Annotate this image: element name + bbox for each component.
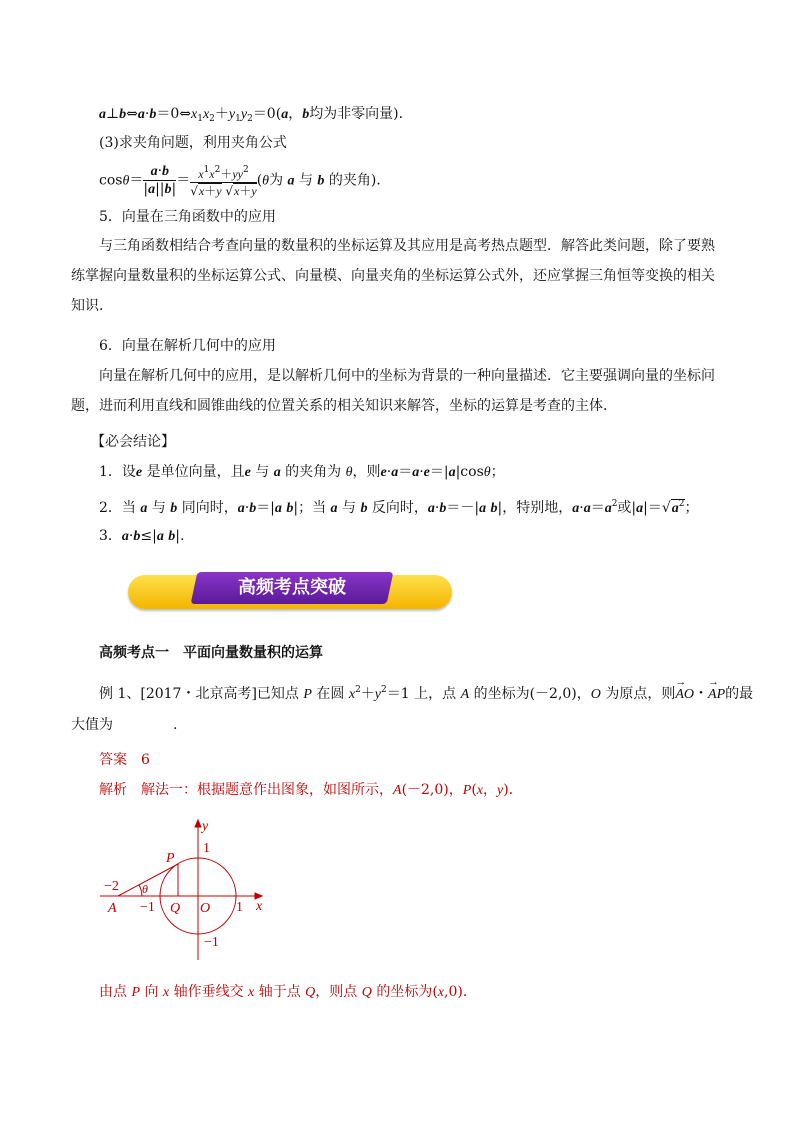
label-Q: Q bbox=[170, 901, 181, 916]
segment-AP bbox=[118, 864, 178, 896]
conclusion-heading: 【必会结论】 bbox=[91, 434, 175, 450]
section-6-para-2: 题，进而利用直线和圆锥曲线的位置关系的相关知识来解答，坐标的运算是考查的主体． bbox=[71, 398, 617, 414]
section-5-para-1: 与三角函数相结合考查向量的数量积的坐标运算及其应用是高考热点题型．解答此类问题，除了要熟 bbox=[99, 238, 715, 254]
label-neg-two: −2 bbox=[104, 879, 119, 894]
angle-formula: cosθ＝ $\frac{a\cdot b}{|a||b|}$ ＝ $\frac{x^1x^2+yy^2}{√x+y √x+y}$ (θ为 a 与 b 的夹角)． bbox=[99, 163, 391, 198]
topic-heading: 高频考点一 平面向量数量积的运算 bbox=[99, 645, 323, 661]
analysis-line: 解析 解法一：根据题意作出图象，如图所示，A(－2,0)，P(x，y)． bbox=[99, 782, 523, 798]
example-line-1: 例 1、[2017・北京高考]已知点 P 在圆 $x^2+y^2=1$ 上，点 A 的坐标为(－2,0)，O 为原点，则→ AO・→ AP的最 bbox=[99, 680, 753, 705]
label-x: x bbox=[256, 899, 263, 914]
conclusion-3: 3．a·b≤|a b|. bbox=[99, 528, 185, 544]
orthogonality-line: $a\perp b\Leftrightarrow a\cdot b=0\Leftrightarrow x_1x_2+y_1y_2=0(a$，b均为非零向量)． bbox=[99, 106, 413, 124]
section-5-heading: 5．向量在三角函数中的应用 bbox=[99, 209, 276, 225]
section-6-para-1: 向量在解析几何中的应用，是以解析几何中的坐标为背景的一种向量描述．它主要强调向量的坐标问 bbox=[99, 368, 715, 384]
label-y: y bbox=[202, 819, 209, 834]
conclusion-1: 1．设e 是单位向量，且e 与 a 的夹角为 θ，则e·a＝a·e＝|a|cosθ； bbox=[99, 464, 505, 480]
conclusion-2: 2．当 a 与 b 同向时，a·b＝|a b|；当 a 与 b 反向时，a·b＝－|a b|，特别地，$a\cdot a=a^2$或$|a|=√a^2$； bbox=[99, 499, 699, 516]
banner-title: 高频考点突破 bbox=[238, 577, 346, 598]
section-6-heading: 6．向量在解析几何中的应用 bbox=[99, 338, 276, 354]
y-axis-arrow-icon bbox=[195, 820, 201, 827]
label-one-top: 1 bbox=[203, 841, 210, 856]
section-5-para-3: 知识． bbox=[71, 298, 113, 314]
label-O: O bbox=[200, 901, 211, 916]
label-theta: θ bbox=[142, 882, 148, 896]
label-neg-one-left: −1 bbox=[140, 900, 155, 915]
angle-problem-line: (3)求夹角问题，利用夹角公式 bbox=[99, 135, 287, 151]
example-line-2: 大值为 . bbox=[71, 717, 178, 733]
label-P: P bbox=[166, 851, 175, 866]
section-5-para-2: 练掌握向量数量积的坐标运算公式、向量模、向量夹角的坐标运算公式外，还应掌握三角恒等变换的相关 bbox=[71, 268, 715, 284]
circle-figure bbox=[100, 814, 280, 964]
label-one-right: 1 bbox=[236, 900, 243, 915]
answer-line: 答案 6 bbox=[99, 752, 150, 768]
label-neg-one-bottom: −1 bbox=[204, 935, 219, 950]
final-line: 由点 P 向 x 轴作垂线交 x 轴于点 Q，则点 Q 的坐标为(x,0)． bbox=[99, 984, 477, 1000]
label-A: A bbox=[108, 901, 117, 916]
high-frequency-banner bbox=[128, 572, 452, 610]
